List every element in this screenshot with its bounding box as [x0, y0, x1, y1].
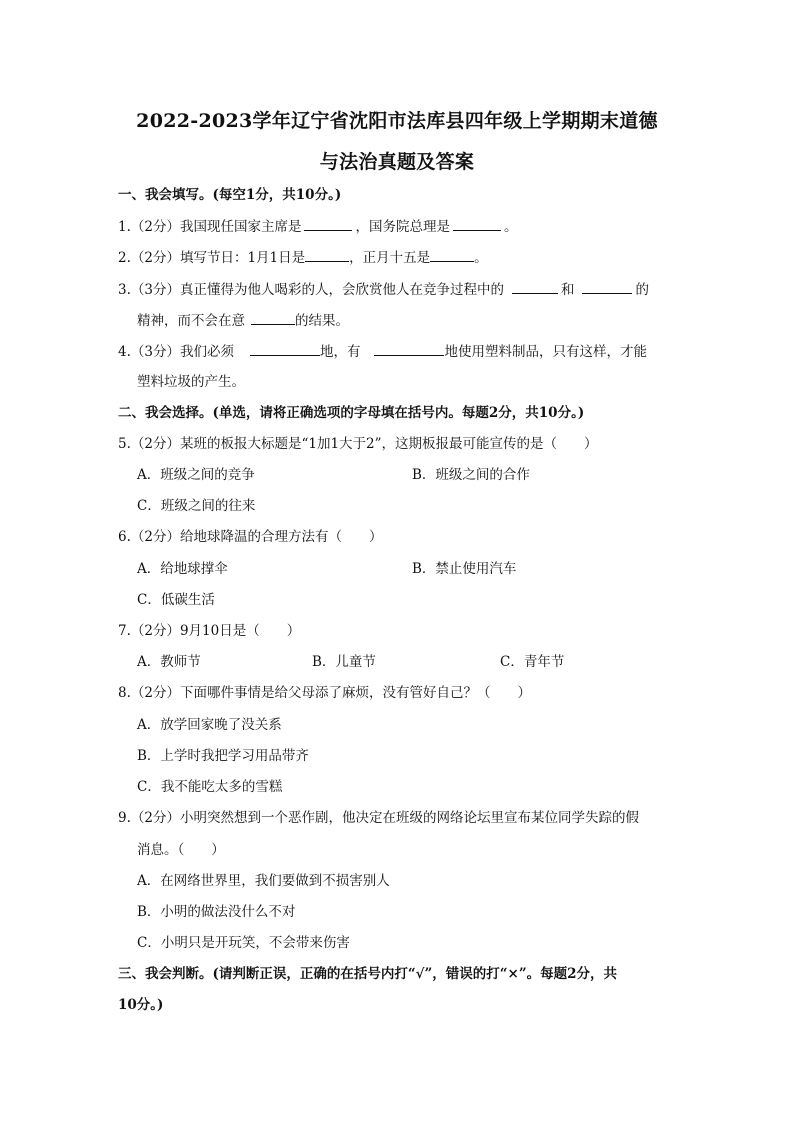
q3-text-e: 的结果。 — [295, 313, 349, 329]
q3-blank-1 — [512, 279, 558, 294]
question-8-option-b: B．上学时我把学习用品带齐 — [137, 748, 309, 764]
question-9-option-b: B．小明的做法没什么不对 — [137, 904, 296, 920]
question-8-option-a: A．放学回家晚了没关系 — [137, 717, 282, 733]
question-6-option-b: B．禁止使用汽车 — [412, 561, 517, 577]
question-4 — [118, 341, 647, 362]
section-3-heading: 三、我会判断。(请判断正误，正确的在括号内打“√”，错误的打“×”。每题2分，共 — [118, 966, 618, 982]
q4-text-b: 地，有 — [319, 344, 361, 360]
question-3-cont — [137, 310, 349, 331]
q4-blank-2 — [374, 341, 444, 356]
question-3 — [118, 279, 649, 300]
page-title-line-1: 2022-2023学年辽宁省沈阳市法库县四年级上学期期末道德 — [136, 110, 658, 132]
question-5-option-a: A．班级之间的竞争 — [137, 467, 255, 483]
question-7-stem: 7.（2分）9月10日是（ ） — [118, 623, 301, 639]
question-5-stem: 5.（2分）某班的板报大标题是“1加1大于2”，这期板报最可能宣传的是（ ） — [118, 436, 598, 452]
question-1 — [118, 216, 517, 237]
q3-text-d: 精神，而不会在意 — [137, 313, 245, 329]
q3-text-c: 的 — [635, 282, 649, 298]
q4-blank-1 — [250, 341, 320, 356]
question-9-option-c: C．小明只是开玩笑，不会带来伤害 — [137, 935, 350, 951]
q3-blank-3 — [251, 310, 295, 325]
question-9-stem: 9.（2分）小明突然想到一个恶作剧，他决定在班级的网络论坛里宣布某位同学失踪的假 — [118, 810, 639, 826]
section-2-heading: 二、我会选择。(单选，请将正确选项的字母填在括号内。每题2分，共10分。) — [118, 405, 585, 421]
q2-blank-2 — [430, 247, 474, 262]
q3-blank-2 — [582, 279, 632, 294]
question-5-option-c: C．班级之间的往来 — [137, 498, 256, 514]
q3-text-a: 3.（3分）真正懂得为他人喝彩的人，会欣赏他人在竞争过程中的 — [118, 282, 504, 298]
question-5-option-b: B．班级之间的合作 — [412, 467, 530, 483]
q4-text-a: 4.（3分）我们必须 — [118, 344, 234, 360]
q4-text-c: 地使用塑料制品，只有这样，才能 — [444, 344, 647, 360]
question-9-stem-cont: 消息。（ ） — [137, 842, 225, 858]
q1-text-c: 。 — [503, 219, 518, 235]
question-8-option-c: C．我不能吃太多的雪糕 — [137, 779, 283, 795]
question-7-option-b: B．儿童节 — [312, 654, 376, 670]
q1-text-a: 1.（2分）我国现任国家主席是 — [118, 219, 302, 235]
q2-text-a: 2.（2分）填写节日：1月1日是 — [118, 250, 306, 266]
question-9-option-a: A．在网络世界里，我们要做到不损害别人 — [137, 873, 390, 889]
q1-blank-1 — [304, 216, 352, 231]
q1-blank-2 — [453, 216, 501, 231]
q3-text-b: 和 — [560, 282, 575, 298]
question-7-option-a: A．教师节 — [137, 654, 201, 670]
question-2 — [118, 247, 488, 268]
question-6-option-a: A．给地球撑伞 — [137, 561, 228, 577]
question-7-option-c: C．青年节 — [500, 654, 565, 670]
section-3-heading-cont: 10分。) — [118, 997, 164, 1013]
question-6-stem: 6.（2分）给地球降温的合理方法有（ ） — [118, 529, 383, 545]
q1-text-b: ，国务院总理是 — [355, 219, 450, 235]
q2-text-c: 。 — [474, 250, 488, 266]
question-4-cont: 塑料垃圾的产生。 — [137, 374, 245, 390]
question-8-stem: 8.（2分）下面哪件事情是给父母添了麻烦，没有管好自己？（ ） — [118, 685, 531, 701]
section-1-heading: 一、我会填写。(每空1分，共10分。) — [118, 187, 342, 203]
question-6-option-c: C．低碳生活 — [137, 592, 215, 608]
q2-blank-1 — [305, 247, 349, 262]
q2-text-b: ，正月十五是 — [349, 250, 431, 266]
page-title-line-2: 与法治真题及答案 — [319, 151, 475, 173]
